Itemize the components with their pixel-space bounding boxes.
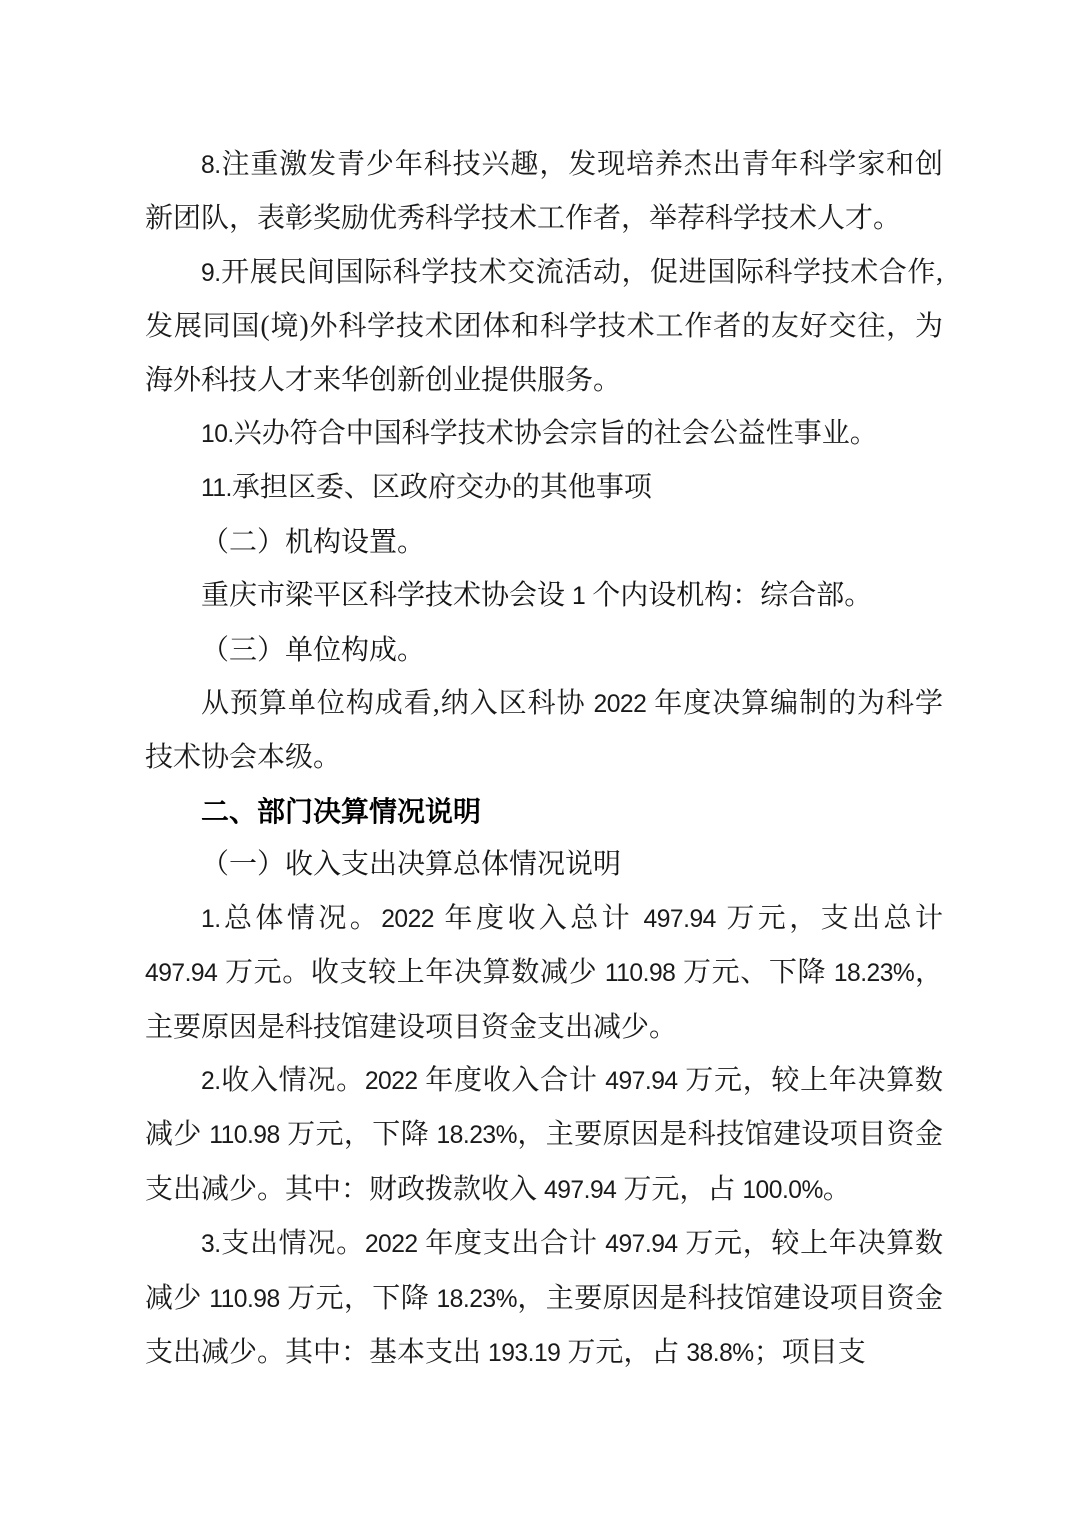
paragraph: 8.注重激发青少年科技兴趣，发现培养杰出青年科学家和创新团队，表彰奖励优秀科学技术工作者，举荐科学技术人才。 — [145, 149, 943, 235]
number: 2022 — [364, 1231, 418, 1259]
number: 497.94 — [544, 1176, 617, 1204]
number: 497.94 — [643, 905, 716, 933]
number: 110.98 — [604, 960, 676, 988]
number: 110.98 — [209, 1285, 280, 1313]
number: 8. — [201, 152, 221, 179]
paragraph: 10.兴办符合中国科学技术协会宗旨的社会公益性事业。 — [201, 418, 878, 450]
number: 3. — [201, 1231, 221, 1259]
number: 497.94 — [605, 1067, 678, 1095]
section-heading: 二、部门决算情况说明 — [201, 795, 482, 827]
number: 2022 — [364, 1067, 418, 1095]
document-body — [145, 138, 943, 1380]
number: 9. — [201, 259, 221, 287]
number: 18.23% — [436, 1122, 518, 1150]
number: 38.8% — [686, 1339, 754, 1367]
number: 2. — [201, 1067, 221, 1095]
paragraph: 11.承担区委、区政府交办的其他事项 — [201, 472, 652, 504]
paragraph: 从预算单位构成看,纳入区科协 2022 年度决算编制的为科学技术协会本级。 — [145, 688, 943, 774]
number: 11. — [201, 475, 232, 503]
number: 110.98 — [209, 1122, 280, 1150]
number: 497.94 — [605, 1231, 678, 1259]
number: 2022 — [593, 691, 647, 719]
number: 18.23% — [436, 1285, 518, 1313]
number: 18.23% — [833, 960, 915, 988]
paragraph: 9.开展民间国际科学技术交流活动，促进国际科学技术合作,发展同国(境)外科学技术团体和科学技术工作者的友好交往，为海外科技人才来华创新创业提供服务。 — [145, 256, 943, 396]
paragraph: （三）单位构成。 — [201, 634, 426, 666]
number: 1. — [201, 905, 221, 933]
number: 1 — [572, 583, 586, 611]
subsection-heading: （一）收入支出决算总体情况说明 — [201, 849, 622, 881]
number: 2022 — [381, 905, 434, 933]
number: 100.0% — [742, 1176, 823, 1204]
paragraph: 3.支出情况。2022 年度支出合计 497.94 万元，较上年决算数减少 110.98 万元，下降 18.23%，主要原因是科技馆建设项目资金支出减少。其中：基本支出 193.19 万元，占 38.8%；项目支 — [145, 1228, 943, 1368]
number: 10. — [201, 421, 234, 449]
paragraph: （二）机构设置。 — [201, 526, 426, 558]
paragraph: 2.收入情况。2022 年度收入合计 497.94 万元，较上年决算数减少 110.98 万元，下降 18.23%，主要原因是科技馆建设项目资金支出减少。其中：财政拨款收入 497.94 万元，占 100.0%。 — [145, 1064, 943, 1205]
number: 497.94 — [145, 960, 218, 988]
paragraph: 重庆市梁平区科学技术协会设 1 个内设机构：综合部。 — [201, 580, 873, 612]
paragraph: 1.总体情况。2022 年度收入总计 497.94 万元，支出总计 497.94 万元。收支较上年决算数减少 110.98 万元、下降 18.23%，主要原因是科技馆建设项目资金支出减少。 — [145, 902, 943, 1043]
number: 193.19 — [488, 1339, 561, 1367]
